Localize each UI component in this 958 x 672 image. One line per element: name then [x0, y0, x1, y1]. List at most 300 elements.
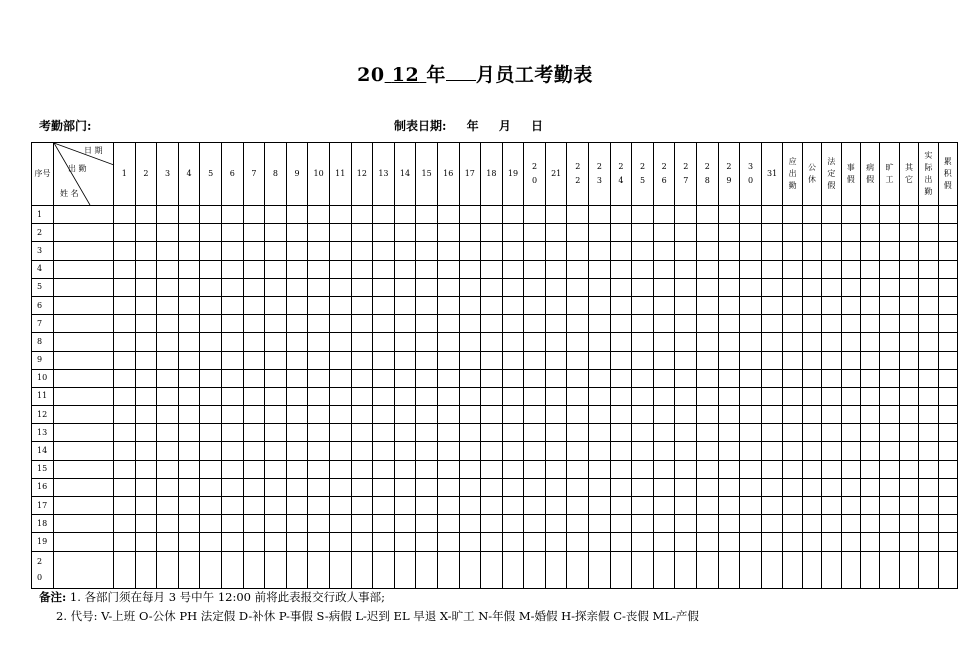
attendance-cell[interactable] [394, 278, 416, 296]
attendance-cell[interactable] [675, 424, 697, 442]
attendance-cell[interactable] [589, 460, 611, 478]
attendance-cell[interactable] [394, 460, 416, 478]
attendance-cell[interactable] [243, 515, 265, 533]
attendance-cell[interactable] [200, 369, 222, 387]
attendance-cell[interactable] [589, 497, 611, 515]
employee-name-cell[interactable] [54, 315, 114, 333]
attendance-cell[interactable] [502, 460, 524, 478]
attendance-cell[interactable] [373, 515, 395, 533]
attendance-cell[interactable] [783, 442, 802, 460]
attendance-cell[interactable] [802, 260, 821, 278]
attendance-cell[interactable] [860, 478, 879, 496]
attendance-cell[interactable] [761, 369, 783, 387]
attendance-cell[interactable] [221, 260, 243, 278]
attendance-cell[interactable] [265, 406, 287, 424]
attendance-cell[interactable] [437, 442, 459, 460]
attendance-cell[interactable] [938, 478, 957, 496]
attendance-cell[interactable] [761, 315, 783, 333]
attendance-cell[interactable] [524, 497, 546, 515]
attendance-cell[interactable] [243, 387, 265, 405]
attendance-cell[interactable] [841, 406, 860, 424]
attendance-cell[interactable] [802, 369, 821, 387]
attendance-cell[interactable] [200, 406, 222, 424]
attendance-cell[interactable] [567, 460, 589, 478]
attendance-cell[interactable] [610, 278, 632, 296]
attendance-cell[interactable] [308, 369, 330, 387]
attendance-cell[interactable] [783, 460, 802, 478]
attendance-cell[interactable] [822, 515, 841, 533]
attendance-cell[interactable] [114, 533, 136, 551]
attendance-cell[interactable] [653, 497, 675, 515]
attendance-cell[interactable] [459, 478, 481, 496]
attendance-cell[interactable] [416, 333, 438, 351]
attendance-cell[interactable] [589, 406, 611, 424]
attendance-cell[interactable] [308, 460, 330, 478]
attendance-cell[interactable] [860, 515, 879, 533]
attendance-cell[interactable] [416, 533, 438, 551]
attendance-cell[interactable] [899, 333, 918, 351]
attendance-cell[interactable] [545, 387, 567, 405]
attendance-cell[interactable] [178, 224, 200, 242]
attendance-cell[interactable] [200, 242, 222, 260]
attendance-cell[interactable] [308, 242, 330, 260]
attendance-cell[interactable] [653, 478, 675, 496]
attendance-cell[interactable] [545, 478, 567, 496]
attendance-cell[interactable] [567, 206, 589, 224]
attendance-cell[interactable] [675, 460, 697, 478]
attendance-cell[interactable] [459, 315, 481, 333]
attendance-cell[interactable] [481, 551, 503, 588]
attendance-cell[interactable] [899, 242, 918, 260]
attendance-cell[interactable] [880, 206, 899, 224]
attendance-cell[interactable] [545, 278, 567, 296]
attendance-cell[interactable] [860, 442, 879, 460]
attendance-cell[interactable] [308, 551, 330, 588]
attendance-cell[interactable] [545, 442, 567, 460]
attendance-cell[interactable] [502, 296, 524, 314]
attendance-cell[interactable] [761, 351, 783, 369]
attendance-cell[interactable] [632, 242, 654, 260]
attendance-cell[interactable] [860, 278, 879, 296]
attendance-cell[interactable] [200, 551, 222, 588]
attendance-cell[interactable] [567, 369, 589, 387]
attendance-cell[interactable] [841, 278, 860, 296]
attendance-cell[interactable] [157, 315, 179, 333]
attendance-cell[interactable] [610, 533, 632, 551]
attendance-cell[interactable] [632, 497, 654, 515]
attendance-cell[interactable] [567, 351, 589, 369]
attendance-cell[interactable] [919, 551, 938, 588]
attendance-cell[interactable] [697, 533, 719, 551]
attendance-cell[interactable] [351, 242, 373, 260]
attendance-cell[interactable] [178, 387, 200, 405]
attendance-cell[interactable] [632, 315, 654, 333]
attendance-cell[interactable] [938, 333, 957, 351]
attendance-cell[interactable] [286, 333, 308, 351]
attendance-cell[interactable] [243, 315, 265, 333]
attendance-cell[interactable] [822, 351, 841, 369]
attendance-cell[interactable] [200, 424, 222, 442]
attendance-cell[interactable] [437, 515, 459, 533]
attendance-cell[interactable] [610, 260, 632, 278]
attendance-cell[interactable] [802, 478, 821, 496]
attendance-cell[interactable] [718, 315, 740, 333]
attendance-cell[interactable] [502, 515, 524, 533]
attendance-cell[interactable] [740, 260, 762, 278]
attendance-cell[interactable] [718, 369, 740, 387]
attendance-cell[interactable] [481, 333, 503, 351]
employee-name-cell[interactable] [54, 442, 114, 460]
attendance-cell[interactable] [265, 497, 287, 515]
attendance-cell[interactable] [610, 296, 632, 314]
attendance-cell[interactable] [243, 533, 265, 551]
attendance-cell[interactable] [265, 351, 287, 369]
attendance-cell[interactable] [308, 260, 330, 278]
attendance-cell[interactable] [286, 497, 308, 515]
attendance-cell[interactable] [524, 369, 546, 387]
attendance-cell[interactable] [524, 551, 546, 588]
attendance-cell[interactable] [459, 515, 481, 533]
attendance-cell[interactable] [373, 497, 395, 515]
attendance-cell[interactable] [135, 442, 157, 460]
attendance-cell[interactable] [899, 424, 918, 442]
attendance-cell[interactable] [221, 478, 243, 496]
attendance-cell[interactable] [394, 533, 416, 551]
attendance-cell[interactable] [675, 333, 697, 351]
attendance-cell[interactable] [802, 242, 821, 260]
attendance-cell[interactable] [135, 206, 157, 224]
attendance-cell[interactable] [524, 533, 546, 551]
attendance-cell[interactable] [416, 242, 438, 260]
attendance-cell[interactable] [841, 369, 860, 387]
attendance-cell[interactable] [653, 224, 675, 242]
attendance-cell[interactable] [841, 206, 860, 224]
attendance-cell[interactable] [589, 296, 611, 314]
attendance-cell[interactable] [135, 387, 157, 405]
attendance-cell[interactable] [841, 460, 860, 478]
attendance-cell[interactable] [178, 460, 200, 478]
attendance-cell[interactable] [459, 460, 481, 478]
attendance-cell[interactable] [114, 315, 136, 333]
attendance-cell[interactable] [822, 442, 841, 460]
attendance-cell[interactable] [286, 315, 308, 333]
attendance-cell[interactable] [373, 260, 395, 278]
attendance-cell[interactable] [157, 206, 179, 224]
attendance-cell[interactable] [373, 551, 395, 588]
attendance-cell[interactable] [675, 497, 697, 515]
attendance-cell[interactable] [243, 442, 265, 460]
attendance-cell[interactable] [157, 406, 179, 424]
attendance-cell[interactable] [545, 333, 567, 351]
attendance-cell[interactable] [697, 296, 719, 314]
attendance-cell[interactable] [740, 460, 762, 478]
attendance-cell[interactable] [178, 333, 200, 351]
attendance-cell[interactable] [481, 533, 503, 551]
attendance-cell[interactable] [178, 206, 200, 224]
attendance-cell[interactable] [200, 206, 222, 224]
attendance-cell[interactable] [114, 333, 136, 351]
employee-name-cell[interactable] [54, 387, 114, 405]
attendance-cell[interactable] [589, 315, 611, 333]
attendance-cell[interactable] [899, 497, 918, 515]
attendance-cell[interactable] [822, 224, 841, 242]
attendance-cell[interactable] [221, 296, 243, 314]
attendance-cell[interactable] [899, 351, 918, 369]
attendance-cell[interactable] [632, 206, 654, 224]
attendance-cell[interactable] [567, 551, 589, 588]
attendance-cell[interactable] [351, 369, 373, 387]
attendance-cell[interactable] [675, 442, 697, 460]
attendance-cell[interactable] [761, 406, 783, 424]
attendance-cell[interactable] [761, 387, 783, 405]
attendance-cell[interactable] [632, 387, 654, 405]
attendance-cell[interactable] [114, 260, 136, 278]
attendance-cell[interactable] [718, 533, 740, 551]
attendance-cell[interactable] [481, 351, 503, 369]
attendance-cell[interactable] [899, 296, 918, 314]
attendance-cell[interactable] [740, 296, 762, 314]
attendance-cell[interactable] [502, 278, 524, 296]
employee-name-cell[interactable] [54, 533, 114, 551]
attendance-cell[interactable] [178, 478, 200, 496]
attendance-cell[interactable] [822, 497, 841, 515]
attendance-cell[interactable] [394, 242, 416, 260]
attendance-cell[interactable] [351, 296, 373, 314]
attendance-cell[interactable] [589, 278, 611, 296]
attendance-cell[interactable] [545, 515, 567, 533]
attendance-cell[interactable] [265, 515, 287, 533]
attendance-cell[interactable] [265, 533, 287, 551]
attendance-cell[interactable] [802, 424, 821, 442]
attendance-cell[interactable] [502, 424, 524, 442]
attendance-cell[interactable] [841, 424, 860, 442]
attendance-cell[interactable] [135, 278, 157, 296]
attendance-cell[interactable] [265, 260, 287, 278]
attendance-cell[interactable] [481, 478, 503, 496]
attendance-cell[interactable] [697, 515, 719, 533]
attendance-cell[interactable] [880, 315, 899, 333]
attendance-cell[interactable] [502, 497, 524, 515]
attendance-cell[interactable] [178, 406, 200, 424]
attendance-cell[interactable] [589, 442, 611, 460]
attendance-cell[interactable] [135, 424, 157, 442]
attendance-cell[interactable] [394, 224, 416, 242]
attendance-cell[interactable] [178, 369, 200, 387]
attendance-cell[interactable] [524, 333, 546, 351]
attendance-cell[interactable] [481, 460, 503, 478]
attendance-cell[interactable] [329, 424, 351, 442]
attendance-cell[interactable] [740, 315, 762, 333]
attendance-cell[interactable] [135, 460, 157, 478]
attendance-cell[interactable] [653, 424, 675, 442]
attendance-cell[interactable] [286, 424, 308, 442]
attendance-cell[interactable] [761, 497, 783, 515]
attendance-cell[interactable] [524, 315, 546, 333]
attendance-cell[interactable] [524, 242, 546, 260]
employee-name-cell[interactable] [54, 369, 114, 387]
attendance-cell[interactable] [200, 278, 222, 296]
attendance-cell[interactable] [178, 424, 200, 442]
attendance-cell[interactable] [524, 260, 546, 278]
attendance-cell[interactable] [718, 260, 740, 278]
attendance-cell[interactable] [502, 351, 524, 369]
attendance-cell[interactable] [481, 406, 503, 424]
attendance-cell[interactable] [329, 478, 351, 496]
employee-name-cell[interactable] [54, 515, 114, 533]
attendance-cell[interactable] [880, 369, 899, 387]
attendance-cell[interactable] [502, 260, 524, 278]
attendance-cell[interactable] [822, 206, 841, 224]
attendance-cell[interactable] [221, 333, 243, 351]
attendance-cell[interactable] [286, 460, 308, 478]
attendance-cell[interactable] [718, 515, 740, 533]
attendance-cell[interactable] [286, 224, 308, 242]
attendance-cell[interactable] [718, 242, 740, 260]
attendance-cell[interactable] [653, 369, 675, 387]
attendance-cell[interactable] [675, 224, 697, 242]
attendance-cell[interactable] [394, 296, 416, 314]
attendance-cell[interactable] [502, 333, 524, 351]
attendance-cell[interactable] [351, 278, 373, 296]
attendance-cell[interactable] [265, 315, 287, 333]
attendance-cell[interactable] [200, 387, 222, 405]
attendance-cell[interactable] [157, 260, 179, 278]
attendance-cell[interactable] [938, 242, 957, 260]
attendance-cell[interactable] [761, 533, 783, 551]
attendance-cell[interactable] [416, 478, 438, 496]
attendance-cell[interactable] [265, 387, 287, 405]
attendance-cell[interactable] [718, 206, 740, 224]
attendance-cell[interactable] [329, 387, 351, 405]
attendance-cell[interactable] [802, 497, 821, 515]
attendance-cell[interactable] [740, 551, 762, 588]
attendance-cell[interactable] [243, 351, 265, 369]
employee-name-cell[interactable] [54, 497, 114, 515]
attendance-cell[interactable] [860, 315, 879, 333]
attendance-cell[interactable] [243, 424, 265, 442]
attendance-cell[interactable] [373, 224, 395, 242]
attendance-cell[interactable] [841, 515, 860, 533]
attendance-cell[interactable] [545, 460, 567, 478]
attendance-cell[interactable] [437, 260, 459, 278]
attendance-cell[interactable] [740, 206, 762, 224]
attendance-cell[interactable] [880, 497, 899, 515]
attendance-cell[interactable] [632, 278, 654, 296]
attendance-cell[interactable] [938, 551, 957, 588]
attendance-cell[interactable] [899, 442, 918, 460]
attendance-cell[interactable] [157, 369, 179, 387]
attendance-cell[interactable] [841, 242, 860, 260]
attendance-cell[interactable] [437, 242, 459, 260]
attendance-cell[interactable] [286, 551, 308, 588]
attendance-cell[interactable] [265, 478, 287, 496]
attendance-cell[interactable] [437, 369, 459, 387]
attendance-cell[interactable] [610, 206, 632, 224]
attendance-cell[interactable] [351, 351, 373, 369]
attendance-cell[interactable] [373, 442, 395, 460]
attendance-cell[interactable] [243, 260, 265, 278]
attendance-cell[interactable] [899, 551, 918, 588]
attendance-cell[interactable] [416, 206, 438, 224]
attendance-cell[interactable] [632, 333, 654, 351]
attendance-cell[interactable] [373, 351, 395, 369]
attendance-cell[interactable] [114, 497, 136, 515]
attendance-cell[interactable] [524, 406, 546, 424]
attendance-cell[interactable] [822, 315, 841, 333]
attendance-cell[interactable] [880, 551, 899, 588]
attendance-cell[interactable] [502, 206, 524, 224]
attendance-cell[interactable] [135, 224, 157, 242]
attendance-cell[interactable] [919, 333, 938, 351]
attendance-cell[interactable] [740, 224, 762, 242]
attendance-cell[interactable] [545, 315, 567, 333]
attendance-cell[interactable] [114, 369, 136, 387]
attendance-cell[interactable] [610, 242, 632, 260]
attendance-cell[interactable] [308, 478, 330, 496]
attendance-cell[interactable] [200, 515, 222, 533]
attendance-cell[interactable] [653, 315, 675, 333]
attendance-cell[interactable] [481, 424, 503, 442]
attendance-cell[interactable] [243, 478, 265, 496]
attendance-cell[interactable] [589, 551, 611, 588]
attendance-cell[interactable] [822, 242, 841, 260]
attendance-cell[interactable] [308, 333, 330, 351]
attendance-cell[interactable] [783, 387, 802, 405]
attendance-cell[interactable] [481, 515, 503, 533]
attendance-cell[interactable] [761, 460, 783, 478]
attendance-cell[interactable] [221, 206, 243, 224]
employee-name-cell[interactable] [54, 260, 114, 278]
attendance-cell[interactable] [502, 387, 524, 405]
attendance-cell[interactable] [114, 296, 136, 314]
attendance-cell[interactable] [919, 406, 938, 424]
attendance-cell[interactable] [610, 551, 632, 588]
attendance-cell[interactable] [221, 242, 243, 260]
employee-name-cell[interactable] [54, 278, 114, 296]
attendance-cell[interactable] [265, 442, 287, 460]
attendance-cell[interactable] [394, 515, 416, 533]
attendance-cell[interactable] [524, 296, 546, 314]
employee-name-cell[interactable] [54, 333, 114, 351]
attendance-cell[interactable] [459, 497, 481, 515]
attendance-cell[interactable] [394, 478, 416, 496]
attendance-cell[interactable] [938, 424, 957, 442]
attendance-cell[interactable] [135, 515, 157, 533]
attendance-cell[interactable] [938, 460, 957, 478]
attendance-cell[interactable] [394, 424, 416, 442]
attendance-cell[interactable] [880, 406, 899, 424]
attendance-cell[interactable] [697, 551, 719, 588]
attendance-cell[interactable] [822, 424, 841, 442]
attendance-cell[interactable] [200, 478, 222, 496]
attendance-cell[interactable] [697, 442, 719, 460]
attendance-cell[interactable] [697, 497, 719, 515]
attendance-cell[interactable] [459, 260, 481, 278]
attendance-cell[interactable] [899, 478, 918, 496]
attendance-cell[interactable] [589, 369, 611, 387]
attendance-cell[interactable] [841, 442, 860, 460]
attendance-cell[interactable] [589, 478, 611, 496]
attendance-cell[interactable] [822, 333, 841, 351]
attendance-cell[interactable] [524, 442, 546, 460]
attendance-cell[interactable] [114, 515, 136, 533]
attendance-cell[interactable] [416, 442, 438, 460]
attendance-cell[interactable] [589, 206, 611, 224]
attendance-cell[interactable] [783, 315, 802, 333]
attendance-cell[interactable] [740, 369, 762, 387]
attendance-cell[interactable] [802, 515, 821, 533]
attendance-cell[interactable] [938, 515, 957, 533]
